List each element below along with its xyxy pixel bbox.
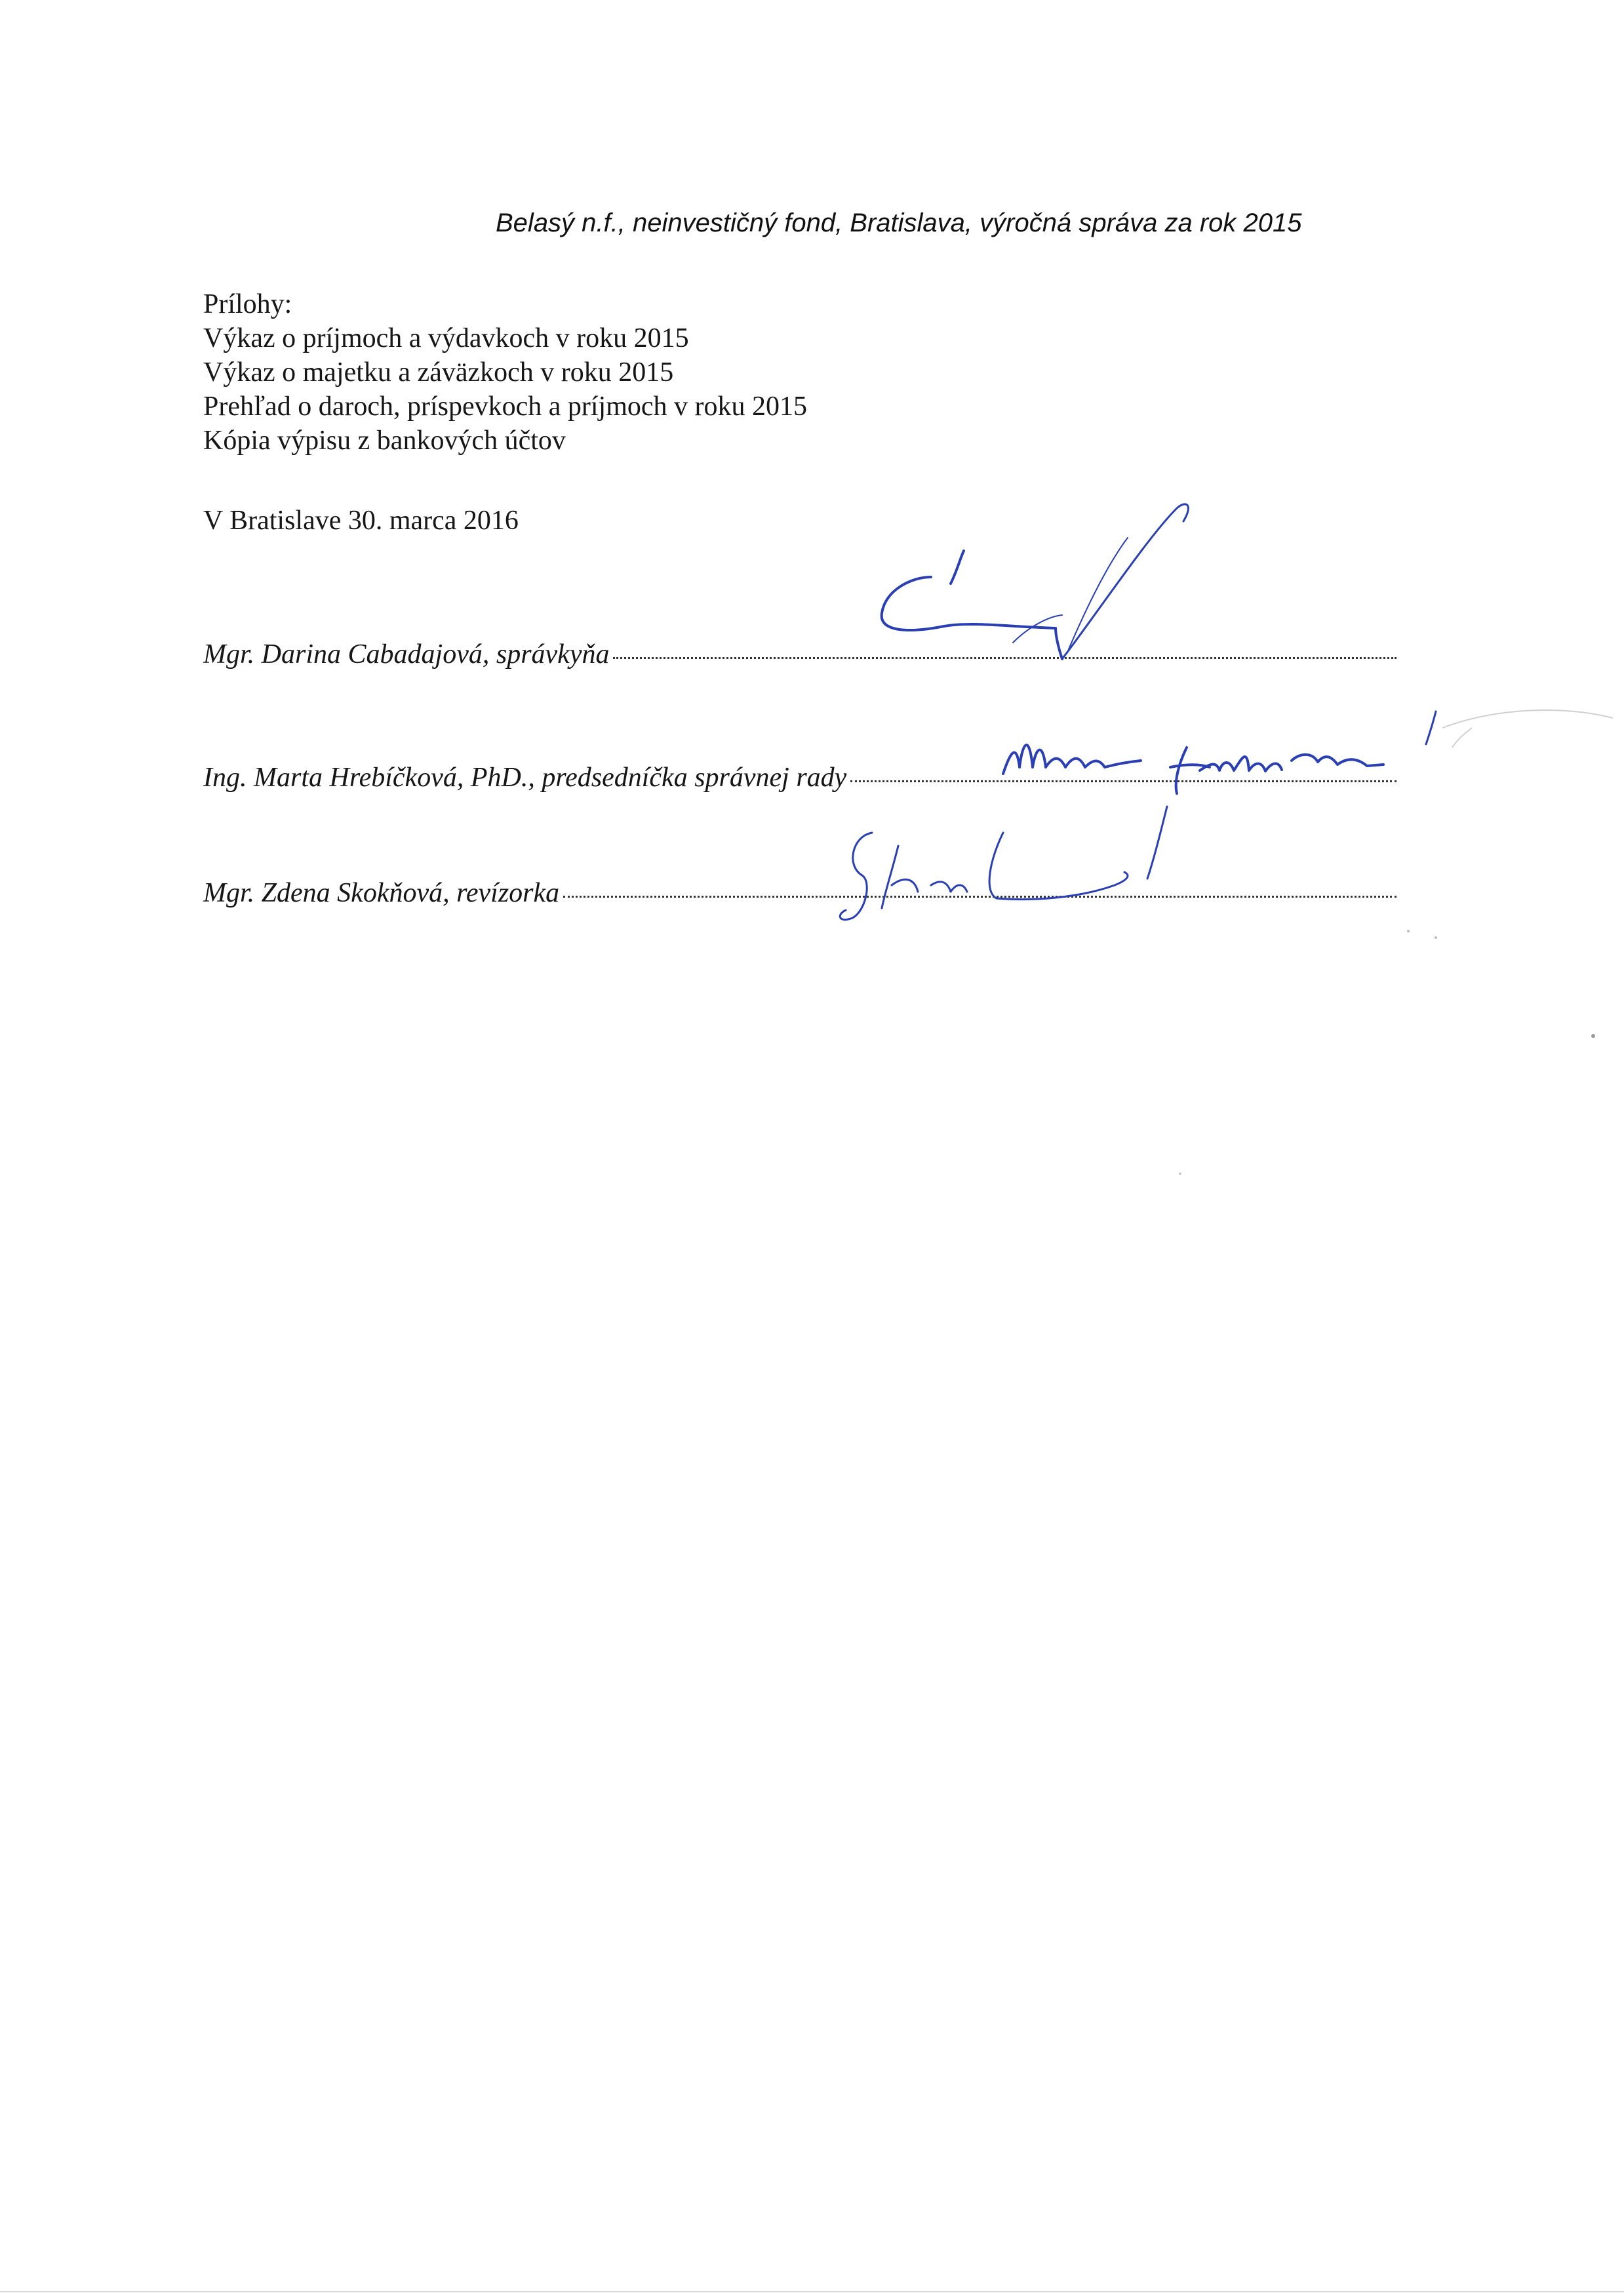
page-edge [0,2291,1624,2292]
attachments-heading: Prílohy: [203,289,292,319]
signatory-label: Mgr. Darina Cabadajová, správkyňa [203,639,610,669]
signatory-label: Ing. Marta Hrebíčková, PhD., predsedníčka správnej rady [203,763,847,793]
signatory-label: Mgr. Zdena Skokňová, revízorka [203,878,560,908]
attachment-item: Prehľad o daroch, príspevkoch a príjmoch v roku 2015 [203,391,808,422]
report-title: Belasý n.f., neinvestičný fond, Bratislava, výročná správa za rok 2015 [496,209,1302,237]
place-and-date: V Bratislave 30. marca 2016 [203,506,519,536]
attachment-item: Výkaz o majetku a záväzkoch v roku 2015 [203,357,674,388]
attachment-item: Kópia výpisu z bankových účtov [203,426,566,456]
attachment-item: Výkaz o príjmoch a výdavkoch v roku 2015 [203,323,689,353]
